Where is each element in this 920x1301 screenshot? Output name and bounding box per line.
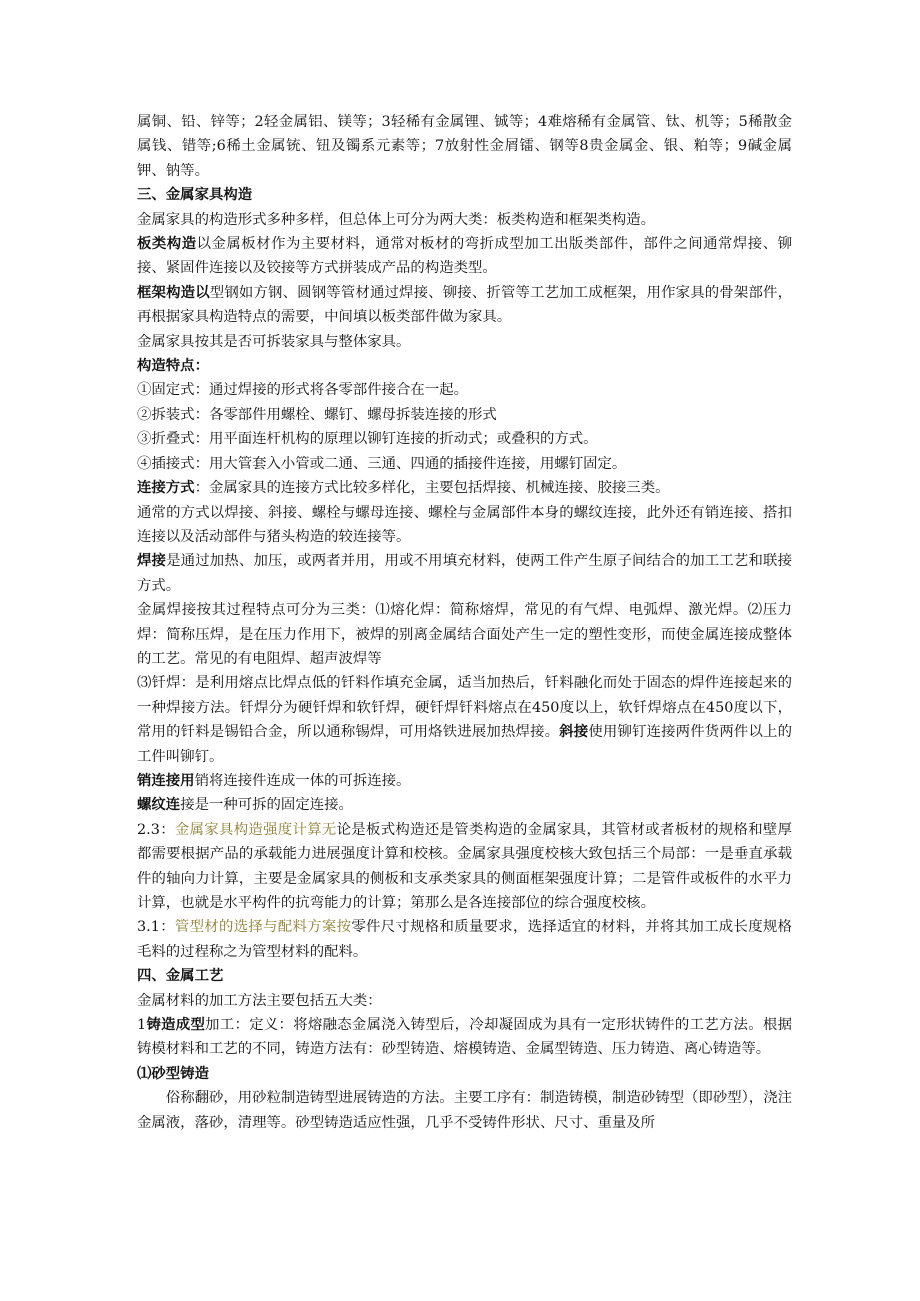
text-frame-structure: 型钢如方钢、圆钢等管材通过焊接、铆接、折管等工艺加工成框架，用作家具的骨架部件，再根据家具构造特点的需要，中间填以板类部件做为家具。 xyxy=(137,284,792,326)
feature-fixed: ①固定式：通过焊接的形式将各零部件接合在一起。 xyxy=(137,382,468,399)
term-plate-structure: 板类构造 xyxy=(137,236,197,253)
paragraph-pin-connection xyxy=(137,769,792,793)
paragraph-detachable: 金属家具按其是否可拆装家具与整体家具。 xyxy=(137,333,411,350)
paragraph-metal-categories: 属铜、铅、锌等；2轻金属铝、镁等；3轻稀有金属锂、铖等；4难熔稀有金属管、钛、机等；5稀散金属钱、错等;6稀土金属铳、钮及镯系元素等；7放射性金屑镭、钢等8贵金属金、银、粕等；9碱金属钾、钠等。 xyxy=(137,114,792,179)
paragraph-processing-intro: 金属材料的加工方法主要包括五大类： xyxy=(137,992,382,1009)
heading-structure-features: 构造特点： xyxy=(137,358,209,375)
text-plate-structure: 以金属板材作为主要材料，通常对板材的弯折成型加工出版类部件，部件之间通常焊接、铆接、紧固件连接以及铰接等方式拼装成产品的构造类型。 xyxy=(137,236,792,277)
paragraph-connection-methods xyxy=(137,476,792,500)
term-frame-structure: 框架构造以 xyxy=(137,284,210,301)
section-number-2-3: 2.3： xyxy=(137,821,175,838)
text-brazing: ⑶钎焊：是利用熔点比焊点低的钎料作填充金属，适当加热后，钎料融化而处于固态的焊件连接起来的一种焊接方法。钎焊分为硬钎焊和软钎焊，硬钎焊钎料熔点在450度以上，软钎焊熔点在450度以下，常用的钎料是锡铅合金，所以通称锡焊，可用烙铁进展加热焊接。 xyxy=(137,675,792,741)
section-heading-metal-furniture-structure: 三、金属家具构造 xyxy=(137,187,253,204)
text-welding: 是通过加热、加压，或两者并用，用或不用填充材料，使两工件产生原子间结合的加工工艺和联接方式。 xyxy=(137,553,792,594)
paragraph-plate-structure xyxy=(137,232,792,281)
text-riveting: 使用铆钉连接两件货两件以上的工件叫铆钉。 xyxy=(137,724,792,765)
text-casting: 加工：定义：将熔融态金属浇入铸型后，冷却凝固成为具有一定形状铸件的工艺方法。根据铸模材料和工艺的不同，铸造方法有：砂型铸造、熔模铸造、金属型铸造、压力铸造、离心铸造等。 xyxy=(137,1017,792,1058)
document-page xyxy=(137,110,792,1135)
link-strength-calculation[interactable]: 金属家具构造强度计算无 xyxy=(174,821,337,838)
section-number-3-1: 3.1： xyxy=(137,919,175,936)
text-connection-methods: ：金属家具的连接方式比较多样化，主要包括焊接、机械连接、胶接三类。 xyxy=(194,480,670,497)
paragraph-sand-casting: 俗称翻砂，用砂粒制造铸型进展铸造的方法。主要工序有：制造铸模，制造砂铸型（即砂型），浇注金属液，落砂，清理等。砂型铸造适应性强，几乎不受铸件形状、尺寸、重量及所 xyxy=(137,1090,792,1131)
paragraph-brazing xyxy=(137,671,792,769)
term-thread-connection: 螺纹连 xyxy=(137,797,181,814)
paragraph-welding-types: 金属焊接按其过程特点可分为三类：⑴熔化焊：简称熔焊，常见的有气焊、电弧焊、激光焊。⑵压力焊：简称压焊，是在压力作用下，被焊的别离金属结合面处产生一定的塑性变形，而使金属连接成整体的工艺。常见的有电阻焊、超声波焊等 xyxy=(137,602,792,667)
paragraph-casting xyxy=(137,1013,792,1062)
feature-detachable: ②拆装式：各零部件用螺栓、螺钉、螺母拆装连接的形式 xyxy=(137,406,497,423)
feature-plug-in: ④插接式：用大管套入小管或二通、三通、四通的插接件连接，用螺钉固定。 xyxy=(137,455,627,472)
text-material-selection: 零件尺寸规格和质量要求，选择适宜的材料，并将其加工成长度规格毛料的过程称之为管型材料的配料。 xyxy=(137,919,792,960)
paragraph-frame-structure xyxy=(137,281,792,330)
text-strength-calculation: 论是板式构造还是管类构造的金属家具，其管材或者板材的规格和壁厚都需要根据产品的承载能力进展强度计算和校核。金属家具强度校核大致包括三个局部：一是垂直承载件的轴向力计算，主要是金属家具的侧板和支承类家具的侧面框架强度计算；二是管件或板件的水平力计算，也就是水平构件的抗弯能力的计算；第那么是各连接部位的综合强度校核。 xyxy=(137,821,792,911)
heading-sand-casting: ⑴砂型铸造 xyxy=(137,1065,209,1082)
paragraph-strength-calculation xyxy=(137,818,792,916)
casting-number: 1 xyxy=(137,1017,147,1034)
paragraph-structure-intro: 金属家具的构造形式多种多样，但总体上可分为两大类：板类构造和框架类构造。 xyxy=(137,211,656,228)
paragraph-material-selection xyxy=(137,915,792,964)
link-material-selection[interactable]: 管型材的选择与配料方案按 xyxy=(174,919,352,936)
paragraph-thread-connection xyxy=(137,793,792,817)
feature-folding: ③折叠式：用平面连杆机构的原理以铆钉连接的折动式；或叠积的方式。 xyxy=(137,431,598,448)
term-riveting: 斜接 xyxy=(559,724,589,741)
section-heading-metal-process: 四、金属工艺 xyxy=(137,968,224,985)
paragraph-common-connections: 通常的方式以焊接、斜接、螺栓与螺母连接、螺栓与金属部件本身的螺纹连接，此外还有销连接、搭扣连接以及活动部件与猪头构造的较连接等。 xyxy=(137,504,792,545)
paragraph-welding xyxy=(137,549,792,598)
term-pin-connection: 销连接用 xyxy=(137,772,195,789)
text-thread-connection: 接是一种可拆的固定连接。 xyxy=(180,797,353,814)
term-casting: 铸造成型 xyxy=(146,1017,206,1034)
text-pin-connection: 销将连接件连成一体的可拆连接。 xyxy=(194,772,411,789)
term-welding: 焊接 xyxy=(137,553,167,570)
term-connection-methods: 连接方式 xyxy=(137,480,195,497)
